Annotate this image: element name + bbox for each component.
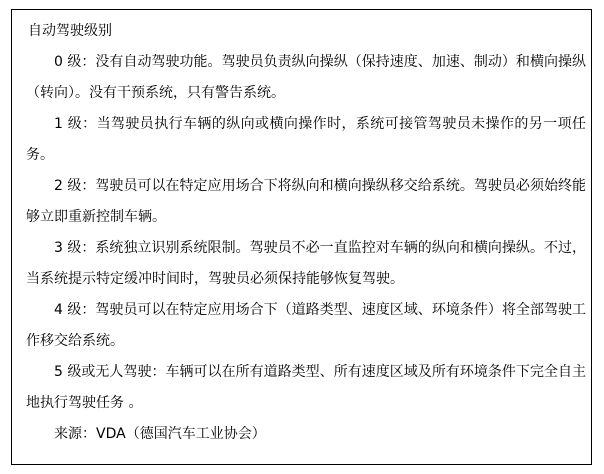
- level-4-paragraph: 4 级：驾驶员可以在特定应用场合下（道路类型、速度区域、环境条件）将全部驾驶工作移交给系统。: [26, 302, 586, 349]
- level-0-paragraph: 0 级：没有自动驾驶功能。驾驶员负责纵向操纵（保持速度、加速、制动）和横向操纵（转向）。没有干预系统，只有警告系统。: [26, 54, 586, 101]
- level-5-paragraph: 5 级或无人驾驶：车辆可以在所有道路类型、所有速度区域及所有环境条件下完全自主地执行驾驶任务 。: [26, 364, 586, 411]
- text-box: [11, 9, 592, 465]
- level-1-paragraph: 1 级：当驾驶员执行车辆的纵向或横向操作时，系统可接管驾驶员未操作的另一项任务。: [26, 116, 586, 163]
- box-title: 自动驾驶级别: [28, 23, 112, 39]
- source-line: 来源：VDA（德国汽车工业协会）: [54, 426, 266, 442]
- text-box-content: [26, 16, 586, 450]
- level-2-paragraph: 2 级：驾驶员可以在特定应用场合下将纵向和横向操纵移交给系统。驾驶员必须始终能够立即重新控制车辆。: [26, 178, 586, 225]
- level-3-paragraph: 3 级：系统独立识别系统限制。驾驶员不必一直监控对车辆的纵向和横向操纵。不过，当系统提示特定缓冲时间时，驾驶员必须保持能够恢复驾驶。: [26, 240, 586, 287]
